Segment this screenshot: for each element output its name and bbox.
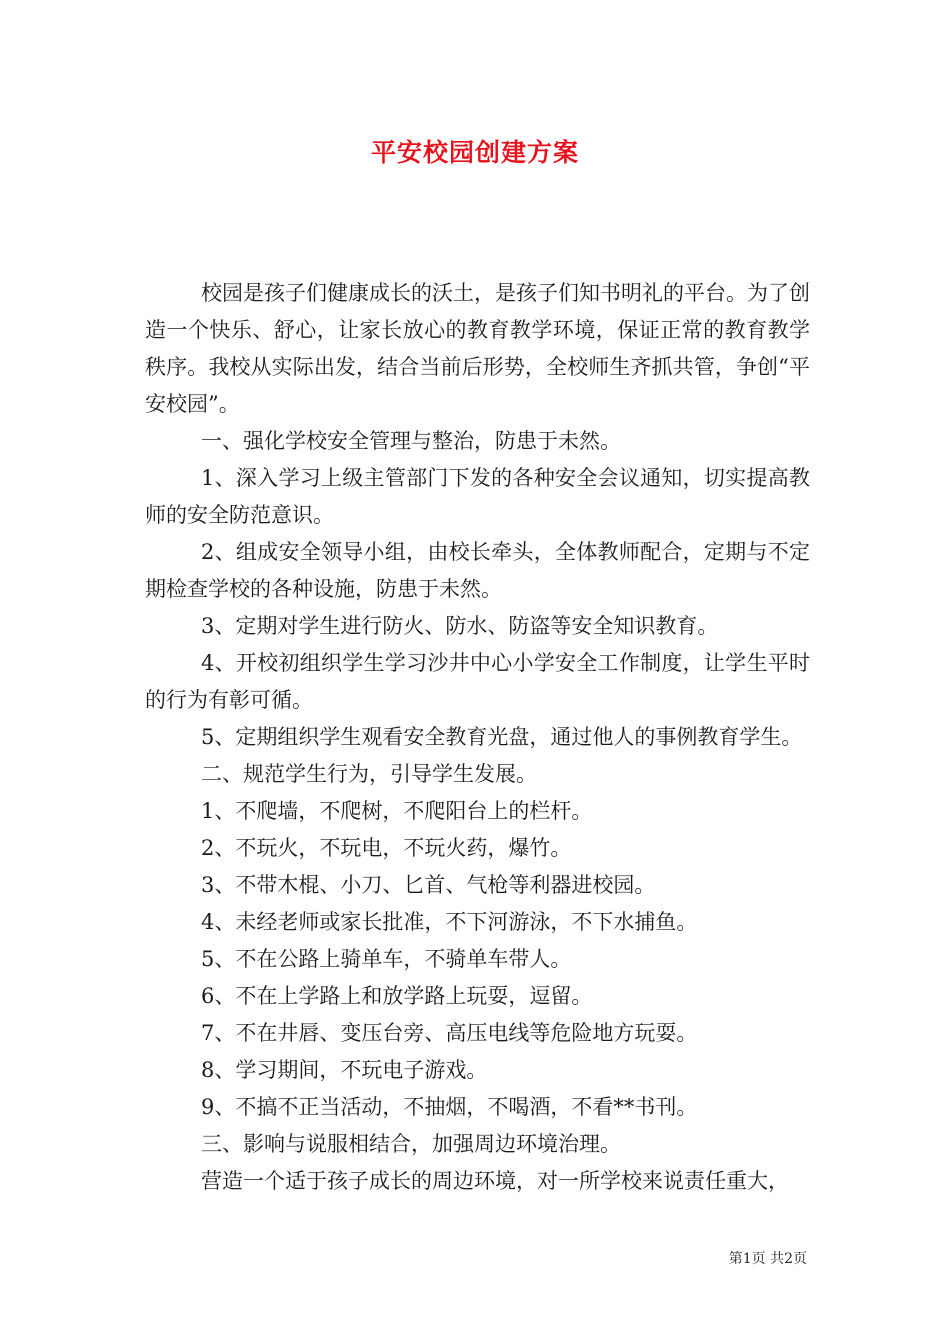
list-item: 1、不爬墙，不爬树，不爬阳台上的栏杆。 [201,799,593,823]
list-item: 2、不玩火，不玩电，不玩火药，爆竹。 [201,836,572,860]
list-item: 3、定期对学生进行防火、防水、防盗等安全知识教育。 [201,614,719,638]
section-heading: 三、影响与说服相结合，加强周边环境治理。 [201,1132,621,1156]
list-item: 4、开校初组织学生学习沙井中心小学安全工作制度，让学生平时的行为有彰可循。 [145,651,810,712]
section-heading: 一、强化学校安全管理与整治，防患于未然。 [201,429,621,453]
list-item: 1、深入学习上级主管部门下发的各种安全会议通知，切实提高教师的安全防范意识。 [145,466,810,527]
list-item: 4、未经老师或家长批准，不下河游泳，不下水捕鱼。 [201,910,698,934]
list-item: 5、不在公路上骑单车，不骑单车带人。 [201,947,572,971]
document-title: 平安校园创建方案 [370,138,579,167]
list-item: 6、不在上学路上和放学路上玩耍，逗留。 [201,984,593,1008]
page-number: 第1页 共2页 [728,1251,807,1267]
list-item: 3、不带木棍、小刀、匕首、气枪等利器进校园。 [201,873,656,897]
list-item: 5、定期组织学生观看安全教育光盘，通过他人的事例教育学生。 [201,725,803,749]
paragraph: 营造一个适于孩子成长的周边环境，对一所学校来说责任重大， [201,1169,789,1193]
list-item: 8、学习期间，不玩电子游戏。 [201,1058,488,1082]
section-heading: 二、规范学生行为，引导学生发展。 [201,762,537,786]
document-body [145,275,810,1200]
list-item: 7、不在井唇、变压台旁、高压电线等危险地方玩耍。 [201,1021,698,1045]
paragraph: 校园是孩子们健康成长的沃土，是孩子们知书明礼的平台。为了创造一个快乐、舒心，让家长放心的教育教学环境，保证正常的教育教学秩序。我校从实际出发，结合当前后形势，全校师生齐抓共管，争创“平安校园”。 [145,281,810,416]
list-item: 2、组成安全领导小组，由校长牵头，全体教师配合，定期与不定期检查学校的各种设施，防患于未然。 [145,540,810,601]
list-item: 9、不搞不正当活动，不抽烟，不喝酒，不看**书刊。 [201,1095,698,1119]
